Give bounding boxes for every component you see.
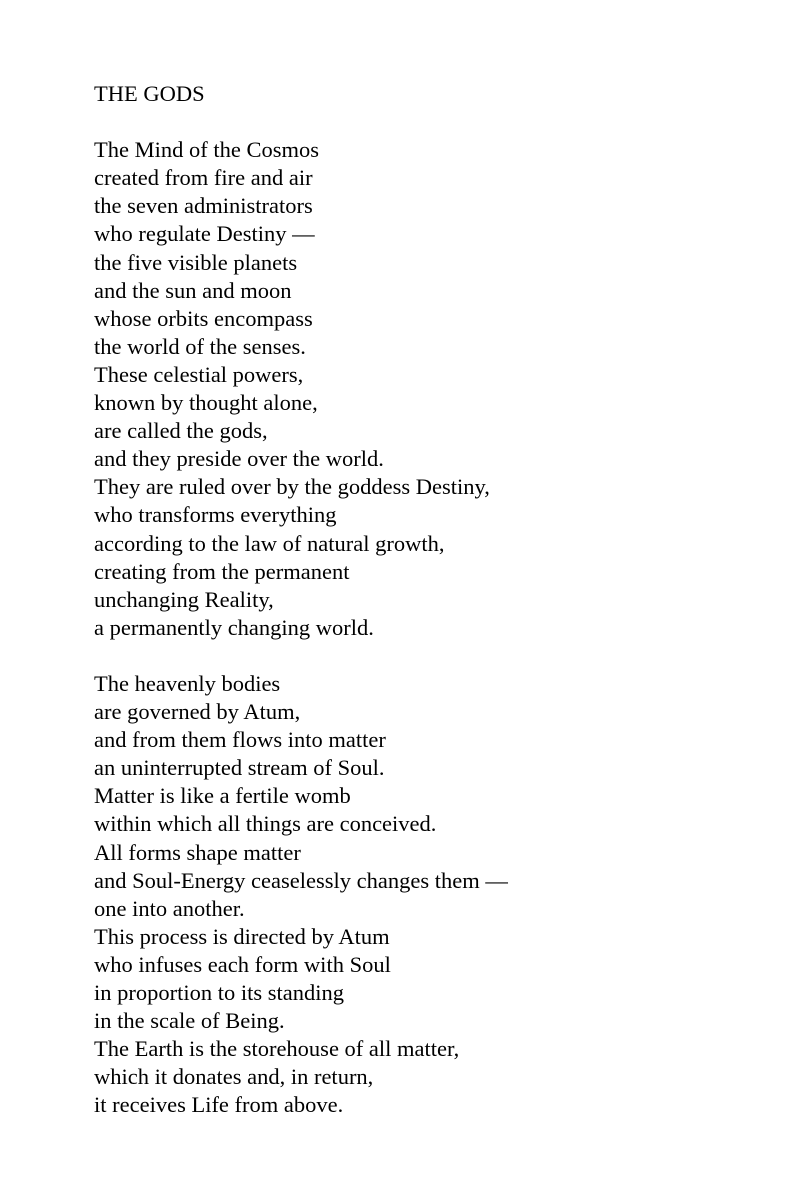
stanza-1 — [94, 136, 774, 642]
text-line: in the scale of Being. — [94, 1008, 285, 1034]
text-line: The heavenly bodies — [94, 670, 281, 696]
text-line: These celestial powers, — [94, 361, 304, 387]
text-line: and they preside over the world. — [94, 446, 384, 472]
text-line: who transforms everything — [94, 502, 337, 528]
page-title: THE GODS — [94, 81, 205, 106]
text-line: Matter is like a fertile womb — [94, 783, 351, 809]
text-line: in proportion to its standing — [94, 980, 344, 1005]
text-line: the world of the senses. — [94, 333, 306, 359]
text-line: This process is directed by Atum — [94, 923, 390, 949]
text-line: All forms shape matter — [94, 839, 301, 865]
text-line: which it donates and, in return, — [94, 1064, 374, 1090]
text-line: who infuses each form with Soul — [94, 951, 391, 977]
text-line: are called the gods, — [94, 418, 268, 444]
text-line: and from them flows into matter — [94, 727, 386, 753]
text-line: one into another. — [94, 895, 245, 921]
text-line: and Soul-Energy ceaselessly changes them — — [94, 867, 508, 893]
text-line: and the sun and moon — [94, 277, 292, 303]
text-line: The Mind of the Cosmos — [94, 137, 319, 163]
text-line: created from fire and air — [94, 165, 313, 191]
text-line: are governed by Atum, — [94, 699, 301, 725]
text-line: the five visible planets — [94, 249, 298, 275]
text-line: an uninterrupted stream of Soul. — [94, 755, 385, 781]
text-line: creating from the permanent — [94, 558, 350, 584]
text-line: the seven administrators — [94, 193, 313, 219]
text-line: according to the law of natural growth, — [94, 530, 445, 556]
text-line: unchanging Reality, — [94, 586, 274, 612]
text-line: known by thought alone, — [94, 390, 318, 416]
text-line: whose orbits encompass — [94, 305, 313, 331]
stanza-2 — [94, 670, 774, 1120]
text-line: They are ruled over by the goddess Destiny, — [94, 474, 490, 500]
text-line: within which all things are conceived. — [94, 811, 437, 837]
text-line: it receives Life from above. — [94, 1092, 344, 1118]
text-line: The Earth is the storehouse of all matter, — [94, 1036, 460, 1062]
text-line: who regulate Destiny — — [94, 221, 315, 247]
text-line: a permanently changing world. — [94, 614, 374, 640]
document-page — [94, 80, 774, 1148]
